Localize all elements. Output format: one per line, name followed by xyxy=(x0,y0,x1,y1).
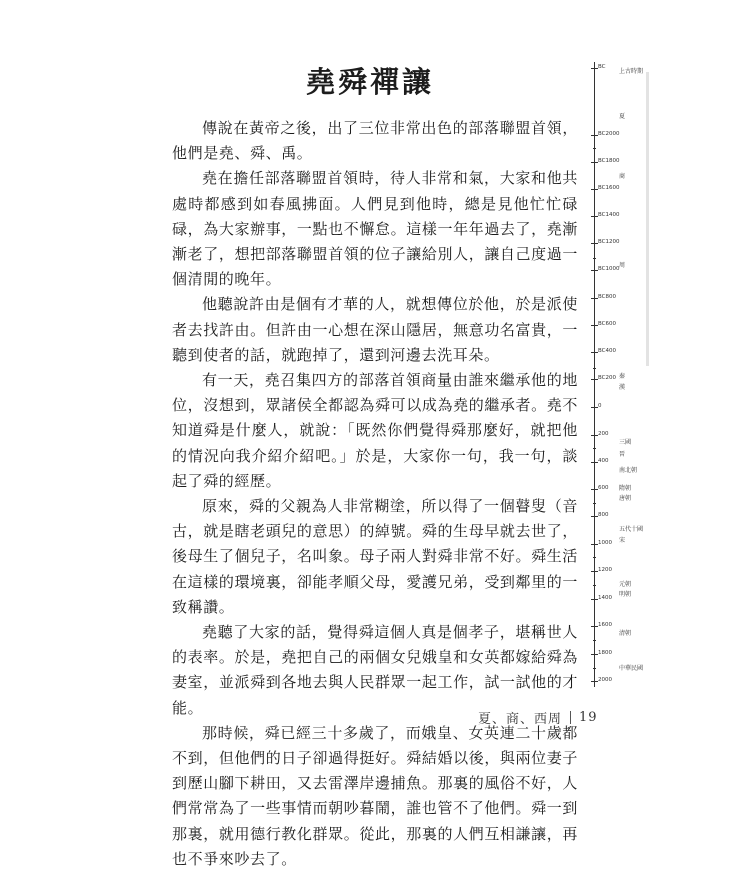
era-label: 明朝 xyxy=(619,591,632,598)
paragraph: 傳說在黃帝之後，出了三位非常出色的部落聯盟首領，他們是堯、舜、禹。 xyxy=(172,119,578,163)
section-name: 夏、商、西周 xyxy=(478,712,563,727)
paragraph: 那時候，舜已經三十多歲了，而娥皇、女英連二十歲都不到，但他們的日子卻過得挺好。舜結婚以後，與兩位妻子到歷山腳下耕田，又去雷澤岸邊捕魚。那裏的風俗不好，人們常常為了一些事情而朝吵暮鬧，誰也管不了他們。舜一到那裏，就用德行教化群眾。從此，那裏的人們互相謙讓，再也不爭來吵去了。 xyxy=(172,723,578,868)
footer-divider xyxy=(570,711,571,724)
era-label: 漢 xyxy=(619,384,626,391)
paragraph: 堯在擔任部落聯盟首領時，待人非常和氣，大家和他共處時都感到如春風拂面。人們見到他時，總是見他忙忙碌碌，為大家辦事，一點也不懈怠。這樣一年年過去了，堯漸漸老了，想把部落聯盟首領的位子讓給別人，讓自己度過一個清閒的晚年。 xyxy=(172,169,578,289)
era-label: 唐朝 xyxy=(619,495,632,502)
era-label: 宋 xyxy=(619,537,626,544)
era-label: 五代十國 xyxy=(619,526,644,533)
era-label: 清朝 xyxy=(619,630,632,637)
article-body xyxy=(172,116,578,872)
page-title: 堯舜禪讓 xyxy=(305,65,434,99)
history-timeline: BC BC2000 BC1800 BC1600 BC1400 BC1200 BC1000 BC800 BC600 BC400 BC200 0 200 400 600 800 1000 1200 1400 1600 1800 2000 上古時期 夏 商 周 秦 漢 三國 晉 南北朝 隋朝 唐朝 五代十國 宋 元朝 明朝 清朝 中華民國 xyxy=(584,60,664,690)
era-label: 上古時期 xyxy=(619,68,644,75)
page-number: 19 xyxy=(579,710,598,725)
paragraph: 有一天，堯召集四方的部落首領商量由誰來繼承他的地位，沒想到，眾諸侯全都認為舜可以成為堯的繼承者。堯不知道舜是什麼人，就說：「既然你們覺得舜那麼好，就把他的情況向我介紹介紹吧。」於是，大家你一句，我一句，談起了舜的經歷。 xyxy=(172,371,578,490)
era-label: 三國 xyxy=(619,439,632,446)
timeline-axis xyxy=(594,62,595,687)
era-label: 秦 xyxy=(619,373,626,380)
paragraph: 他聽說許由是個有才華的人，就想傳位於他，於是派使者去找許由。但許由一心想在深山隱居，無意功名富貴，一聽到使者的話，就跑掉了，還到河邊去洗耳朵。 xyxy=(172,295,578,364)
timeline-period-bar xyxy=(646,72,649,366)
era-label: 中華民國 xyxy=(619,665,644,672)
page-footer xyxy=(478,708,598,727)
era-label: 元朝 xyxy=(619,581,632,588)
era-label: 夏 xyxy=(619,113,626,120)
era-label: 晉 xyxy=(619,451,626,458)
era-label: 南北朝 xyxy=(619,467,638,474)
era-label: 隋朝 xyxy=(619,485,632,492)
paragraph: 原來，舜的父親為人非常糊塗，所以得了一個瞽叟（音古，就是瞎老頭兒的意思）的綽號。舜的生母早就去世了，後母生了個兒子，名叫象。母子兩人對舜非常不好。舜生活在這樣的環境裏，卻能孝順父母，愛護兄弟，受到鄰里的一致稱讚。 xyxy=(172,497,578,616)
era-label: 商 xyxy=(619,173,626,180)
era-label: 周 xyxy=(619,262,626,269)
paragraph: 堯聽了大家的話，覺得舜這個人真是個孝子，堪稱世人的表率。於是，堯把自己的兩個女兒娥皇和女英都嫁給舜為妻室，並派舜到各地去與人民群眾一起工作，試一試他的才能。 xyxy=(172,623,578,717)
